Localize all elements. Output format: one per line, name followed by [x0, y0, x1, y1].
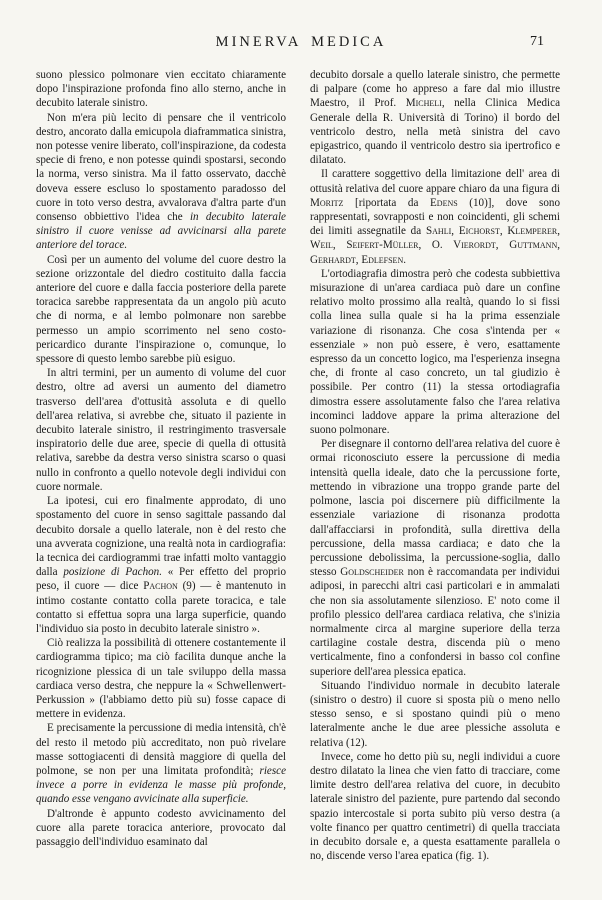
author-name: Sahli, Eichorst, Klemperer, Weil, Seifert-Müller, O. Vierordt, Guttmann, Gerhardt, Edlefsen. — [310, 225, 560, 266]
text-run: Invece, come ho detto più su, negli individui a cuore destro dilatato la linea che vien fatto di tracciare, come limite destro dell'area relativa del cuore, in decubito laterale sinistro del paziente, pure partendo dal secondo spazio intercostale si porta subito più verso destra (a volte financo per quattro centimetri) di quella tracciata in decubito dorsale e, a questa esattamente parallela o no, discende verso l'area epatica (fig. 1). — [310, 750, 560, 863]
paragraph — [310, 750, 560, 864]
italic-text: posizione di Pachon. — [63, 566, 162, 579]
author-name: Edens — [430, 196, 458, 209]
italic-text: riesce invece a porre in evidenza le masse più profonde, quando esse vengano avvicinate alla superficie. — [36, 764, 286, 806]
text-run: La ipotesi, cui ero finalmente approdato, di uno spostamento del cuore in senso sagittale passando dal decubito dorsale a quello laterale, non è del resto che una avverata cognizione, una realtà nota in cardiografia: la tecnica dei cardiogrammi trae infatti molto vantaggio dalla — [36, 495, 286, 579]
paragraph — [36, 721, 286, 806]
author-name: Moritz — [310, 196, 344, 209]
text-run: Così per un aumento del volume del cuore destro la sezione orizzontale del diedro costituito dalla faccia anteriore del cuore e dalla faccia posteriore della parete toracica sarebbe rappresentata da un angolo più acuto che di norma, e al lembo polmonare non sarebbe permesso un ampio scorrimento nel seno costo-pericardico durante l'inspirazione o, comunque, lo spessore di questo lembo sarebbe più esiguo. — [36, 253, 286, 366]
text-run: (9) — è mantenuto in intimo costante contatto colla parete toracica, e tale contatto si effettua sopra una larga superficie, quando l'individuo sia posto in decubito laterale sinistro ». — [36, 580, 286, 635]
text-run: L'ortodiagrafia dimostra però che codesta subbiettiva misurazione di un'area cardiaca può dare un confine relativo molto prossimo alla realtà, quando lo si fissi colla linea sulla quale si ha la prima essenziale variazione di risonanza. Che cosa s'intenda per « essenziale » non può essere, è vero, esattamente espresso da un concetto logico, ma l'esperienza insegna che, di fronte al caso concreto, un tal giudizio è possibile. Per contro (11) la stessa ortodiagrafia dimostra essere assolutamente falso che l'area relativa incominci laddove appare la prima alterazione del suono polmonare. — [310, 267, 560, 437]
text-run: Non m'era più lecito di pensare che il ventricolo destro, ancorato dalla emicupola diaframmatica sinistra, non potesse venire liberato, coll'inspirazione, da codesta specie di freno, e non potesse quindi spostarsi, secondo la norma, verso sinistra. Ma il fatto osservato, dacchè doveva essere escluso lo spostamento paradosso del cuore in toto verso destra, avvalorava d'altra parte d'un consenso obbiettivo l'idea che — [36, 111, 286, 224]
running-title: MINERVA MEDICA — [215, 34, 387, 50]
paragraph — [36, 68, 286, 111]
text-run: Situando l'individuo normale in decubito laterale (sinistro o destro) il cuore si sposta più o meno nello stesso senso, e si spostano quindi più o meno lateralmente anche le due aree plessiche assoluta e relativa (12). — [310, 679, 560, 749]
paragraph — [36, 494, 286, 636]
text-run: (10)], dove sono rappresentati, sovrapposti e non coincidenti, gli schemi dei limiti assegnatile da — [310, 196, 561, 238]
paragraph — [310, 437, 560, 678]
right-text-column — [310, 68, 560, 863]
author-name: Micheli — [405, 97, 442, 110]
page-number: 71 — [530, 34, 544, 49]
text-run: [riportata da — [343, 196, 431, 209]
paragraph — [310, 679, 560, 750]
text-run: decubito dorsale a quello laterale sinistro, che permette di palpare (come ho appreso a fare dal mio illustre Maestro, il Prof. — [310, 69, 560, 110]
paragraph — [36, 807, 286, 850]
page-header — [0, 34, 602, 54]
text-run: D'altronde è appunto codesto avvicinamento del cuore alla parete toracica anteriore, provocato dal passaggio dell'individuo esaminato dal — [36, 807, 286, 848]
text-run: suono plessico polmonare vien eccitato chiaramente dopo l'inspirazione profonda fino allo sterno, anche in decubito laterale sinistro. — [36, 69, 286, 110]
paragraph — [36, 253, 286, 367]
italic-text: in decubito laterale sinistro il cuore venisse ad avvicinarsi alla parete anteriore del torace. — [36, 211, 286, 252]
text-run: In altri termini, per un aumento di volume del cuor destro, oltre ad aversi un aumento del diametro trasverso dell'area d'ottusità assoluta e di quello dell'area relativa, si avrebbe che, situato il paziente in decubito laterale sinistro, il restringimento trasversale inspiratorio delle due aree, specie di quella di ottusità relativa, sarebbe da destra verso sinistra scarso o quasi nullo in confronto a quello notevole degli individui con cuore normale. — [36, 367, 286, 493]
paragraph — [36, 111, 286, 253]
text-run: non è raccomandata per individui adiposi, in parecchi altri casi particolari e in ammalati che non sia assolutamente silenzioso. E' noto come il profilo plessico dell'area cardiaca relativa, che s'inizia normalmente circa al margine superiore della terza cartilagine costale destra, discenda più o meno verticalmente, fino a confondersi in basso col confine superiore dell'area plessica epatica. — [310, 566, 561, 678]
text-run: Il carattere soggettivo della limitazione dell' area di ottusità relativa del cuore appare chiaro da una figura di — [310, 168, 560, 195]
text-run: Ciò realizza la possibilità di ottenere costantemente il cardiogramma tipico; ma ciò facilita dunque anche la ricognizione plessica di un tale sviluppo della massa cardiaca verso destra, che neppure la « Schwellenwert-Perkussion » (l'abbiamo detto più su) fosse capace di mettere in evidenza. — [36, 637, 286, 721]
paragraph — [310, 68, 560, 167]
paragraph — [36, 636, 286, 721]
author-name: Pachon — [143, 580, 178, 593]
paragraph — [310, 267, 560, 437]
paragraph — [310, 167, 560, 266]
paragraph — [36, 366, 286, 494]
text-run: E precisamente la percussione di media intensità, ch'è del resto il metodo più accreditato, non può rivelare masse sottogiacenti di densità maggiore di quella del polmone, se non per una limitata profondità; — [36, 722, 286, 777]
left-text-column — [36, 68, 286, 849]
text-run: , nella Clinica Medica Generale della R. Università di Torino) il bordo del ventricolo destro, nella metà sinistra del cavo epigastrico, quando il ventricolo destro sia ipertrofico e dilatato. — [310, 97, 560, 167]
text-run: « Per effetto del proprio peso, il cuore — dice — [36, 566, 286, 593]
author-name: Goldscheider — [340, 566, 404, 579]
text-run: Per disegnare il contorno dell'area relativa del cuore è ormai riconosciuto essere la percussione di media intensità quella ideale, dato che la percussione forte, mettendo in vibrazione una troppo grande parte del polmone, lascia poi discernere più difficilmente la essenziale variazione di risonanza prodotta dall'affacciarsi in profondità, sulla direttiva della percussione, della massa cardiaca; e dato che la percussione debolissima, la percussione-soglia, dallo stesso — [310, 438, 560, 579]
